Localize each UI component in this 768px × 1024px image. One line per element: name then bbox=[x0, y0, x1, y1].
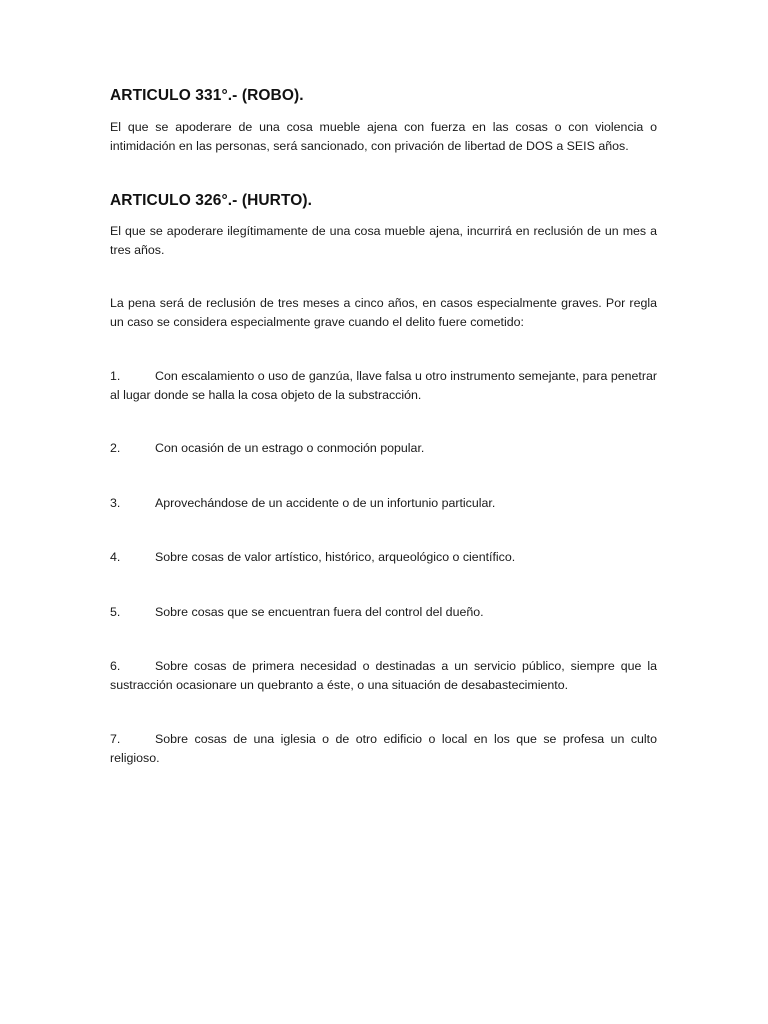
list-item-number: 2. bbox=[110, 441, 121, 455]
article-331-body: El que se apoderare de una cosa mueble ajena con fuerza en las cosas o con violencia o intimidación en las personas, será sancionado, con privación de libertad de DOS a SEIS años. bbox=[110, 120, 657, 153]
list-item-text: Con escalamiento o uso de ganzúa, llave falsa u otro instrumento semejante, para penetrar al lugar donde se halla la cosa objeto de la substracción. bbox=[110, 369, 657, 402]
list-item-number: 3. bbox=[110, 496, 121, 510]
list-item bbox=[110, 367, 657, 404]
list-item-number: 4. bbox=[110, 550, 121, 564]
grave-cases-intro: La pena será de reclusión de tres meses a cinco años, en casos especialmente graves. Por regla un caso se considera especialmente grave cuando el delito fuere cometido: bbox=[110, 296, 657, 329]
list-item-number: 5. bbox=[110, 605, 121, 619]
list-item-number: 7. bbox=[110, 732, 121, 746]
list-item bbox=[110, 657, 657, 694]
list-item-number: 6. bbox=[110, 659, 121, 673]
list-item-text: Sobre cosas de valor artístico, histórico, arqueológico o científico. bbox=[155, 550, 516, 564]
list-item-text: Sobre cosas de una iglesia o de otro edificio o local en los que se profesa un culto religioso. bbox=[110, 732, 657, 765]
list-item-text: Aprovechándose de un accidente o de un infortunio particular. bbox=[155, 496, 496, 510]
list-item-text: Sobre cosas que se encuentran fuera del control del dueño. bbox=[155, 605, 484, 619]
article-331-title: ARTICULO 331°.- (ROBO). bbox=[110, 87, 304, 104]
list-item bbox=[110, 603, 657, 622]
list-item-text: Sobre cosas de primera necesidad o destinadas a un servicio público, siempre que la sustracción ocasionare un quebranto a éste, o una situación de desabastecimiento. bbox=[110, 659, 657, 692]
list-item bbox=[110, 494, 657, 513]
list-item-number: 1. bbox=[110, 369, 121, 383]
list-item-text: Con ocasión de un estrago o conmoción popular. bbox=[155, 441, 425, 455]
article-326-body: El que se apoderare ilegítimamente de una cosa mueble ajena, incurrirá en reclusión de un mes a tres años. bbox=[110, 224, 657, 257]
list-item bbox=[110, 730, 657, 767]
article-326-title: ARTICULO 326°.- (HURTO). bbox=[110, 192, 313, 209]
list-item bbox=[110, 439, 657, 458]
list-item bbox=[110, 548, 657, 567]
